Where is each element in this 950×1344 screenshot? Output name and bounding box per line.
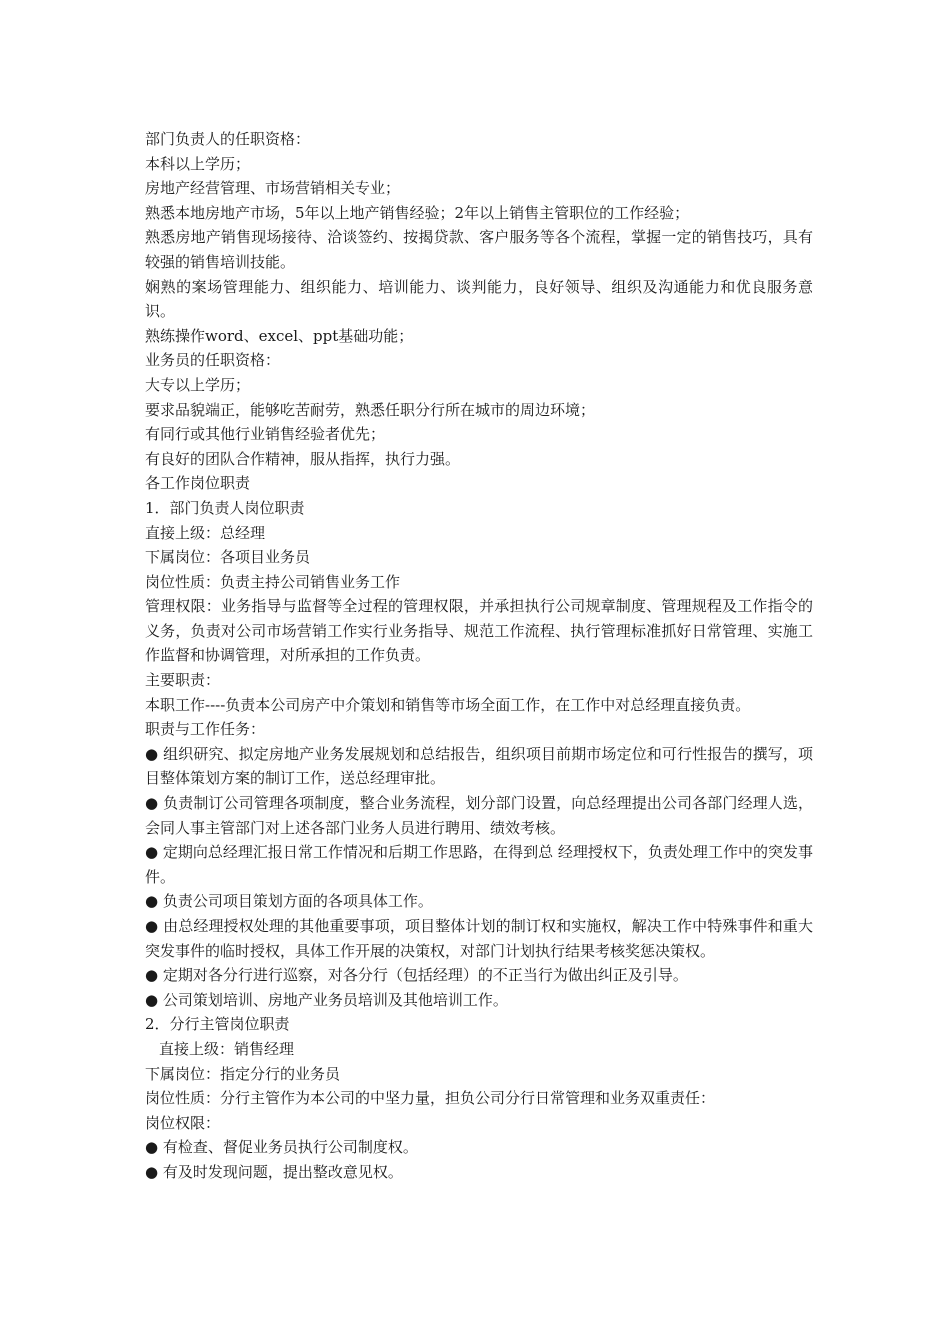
text-paragraph: 部门负责人的任职资格： <box>145 130 311 148</box>
text-paragraph: 房地产经营管理、市场营销相关专业； <box>145 179 401 198</box>
text-paragraph: 熟悉本地房地产市场，5年以上地产销售经验；2年以上销售主管职位的工作经验； <box>145 203 690 222</box>
text-paragraph: 要求品貌端正，能够吃苦耐劳，熟悉任职分行所在城市的周边环境； <box>145 400 596 419</box>
bullet-item: ● 组织研究、拟定房地产业务发展规划和总结报告，组织项目前期市场定位和可行性报告的撰写，项目整体策划方案的制订工作，送总经理审批。 <box>145 744 813 788</box>
text-paragraph: 直接上级：总经理 <box>145 523 266 542</box>
bullet-item: ● 有及时发现问题，提出整改意见权。 <box>145 1162 403 1181</box>
bullet-item: ● 定期对各分行进行巡察，对各分行（包括经理）的不正当行为做出纠正及引导。 <box>145 966 688 985</box>
text-paragraph: 主要职责： <box>145 671 221 690</box>
text-paragraph: 大专以上学历； <box>145 375 251 394</box>
text-paragraph: 管理权限：业务指导与监督等全过程的管理权限，并承担执行公司规章制度、管理规程及工作指令的义务，负责对公司市场营销工作实行业务指导、规范工作流程、执行管理标准抓好日常管理、实施工作监督和协调管理，对所承担的工作负责。 <box>145 597 813 665</box>
text-paragraph: 岗位权限： <box>145 1113 221 1132</box>
text-paragraph: 熟悉房地产销售现场接待、洽谈签约、按揭贷款、客户服务等各个流程，掌握一定的销售技巧，具有较强的销售培训技能。 <box>145 228 813 271</box>
text-paragraph: 直接上级：销售经理 <box>159 1039 295 1058</box>
bullet-item: ● 有检查、督促业务员执行公司制度权。 <box>145 1138 418 1157</box>
bullet-item: ● 公司策划培训、房地产业务员培训及其他培训工作。 <box>145 990 508 1009</box>
section-heading: 各工作岗位职责 <box>145 474 251 493</box>
bullet-item: ● 负责制订公司管理各项制度，整合业务流程，划分部门设置，向总经理提出公司各部门经理人选，会同人事主管部门对上述各部门业务人员进行聘用、绩效考核。 <box>145 794 813 837</box>
bullet-item: ● 负责公司项目策划方面的各项具体工作。 <box>145 892 433 911</box>
text-paragraph: 娴熟的案场管理能力、组织能力、培训能力、谈判能力，良好领导、组织及沟通能力和优良服务意识。 <box>145 277 813 321</box>
text-paragraph: 岗位性质：分行主管作为本公司的中坚力量，担负公司分行日常管理和业务双重责任： <box>145 1089 716 1108</box>
text-paragraph: 下属岗位：各项目业务员 <box>145 548 311 567</box>
text-paragraph: 有同行或其他行业销售经验者优先； <box>145 425 386 444</box>
text-paragraph: 职责与工作任务： <box>145 720 266 739</box>
document-body <box>145 127 813 1185</box>
subsection-heading: 2．分行主管岗位职责 <box>145 1015 290 1034</box>
text-paragraph: 熟练操作word、excel、ppt基础功能； <box>145 326 414 345</box>
bullet-item: ● 定期向总经理汇报日常工作情况和后期工作思路，在得到总 经理授权下，负责处理工作中的突发事件。 <box>145 843 813 886</box>
text-paragraph: 有良好的团队合作精神，服从指挥，执行力强。 <box>145 449 461 468</box>
text-paragraph: 本职工作----负责本公司房产中介策划和销售等市场全面工作，在工作中对总经理直接负责。 <box>145 695 751 714</box>
section-heading: 业务员的任职资格： <box>145 351 281 370</box>
subsection-heading: 1．部门负责人岗位职责 <box>145 498 305 517</box>
text-paragraph: 下属岗位：指定分行的业务员 <box>145 1064 341 1083</box>
bullet-item: ● 由总经理授权处理的其他重要事项，项目整体计划的制订权和实施权，解决工作中特殊事件和重大突发事件的临时授权，具体工作开展的决策权，对部门计划执行结果考核奖惩决策权。 <box>145 917 813 960</box>
text-paragraph: 岗位性质：负责主持公司销售业务工作 <box>145 572 401 591</box>
text-paragraph: 本科以上学历； <box>145 154 251 173</box>
